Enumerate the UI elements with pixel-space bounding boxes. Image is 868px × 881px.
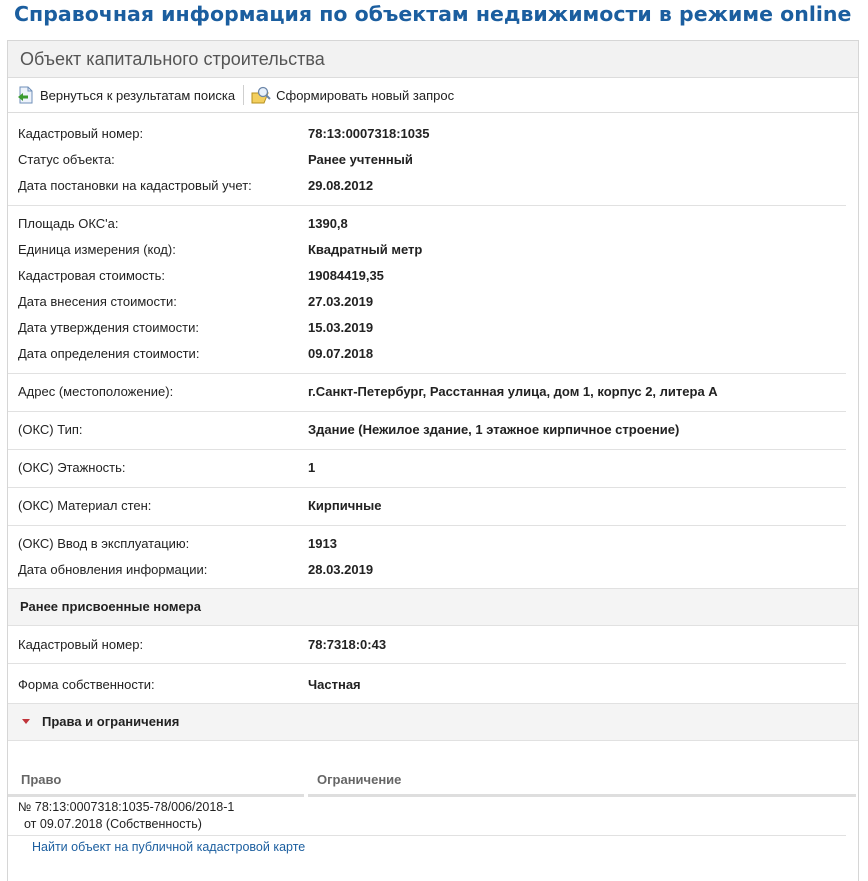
field-value: Ранее учтенный: [308, 152, 413, 167]
divider: [8, 835, 846, 836]
back-to-results-label: Вернуться к результатам поиска: [40, 87, 236, 103]
field-value: 15.03.2019: [308, 320, 374, 335]
ownership-label: Форма собственности:: [18, 677, 155, 692]
field-value: Здание (Нежилое здание, 1 этажное кирпичное строение): [308, 422, 680, 437]
field-label: Дата утверждения стоимости:: [18, 320, 199, 335]
divider: [8, 205, 846, 206]
field-label: Кадастровая стоимость:: [18, 268, 165, 283]
previous-numbers-title: Ранее присвоенные номера: [20, 599, 201, 614]
object-panel: [7, 40, 859, 881]
rights-title: Права и ограничения: [42, 714, 180, 729]
divider: [8, 373, 846, 374]
divider: [8, 487, 846, 488]
divider: [8, 525, 846, 526]
col-restriction-header: Ограничение: [317, 772, 402, 787]
field-label: Единица измерения (код):: [18, 242, 176, 257]
previous-cadastral-label: Кадастровый номер:: [18, 637, 144, 652]
back-document-icon: [16, 85, 36, 105]
col-restriction-underline: [308, 794, 856, 797]
field-value: 28.03.2019: [308, 562, 374, 577]
previous-numbers-section: [8, 588, 858, 626]
field-value: 27.03.2019: [308, 294, 374, 309]
rights-section-toggle[interactable]: [8, 703, 858, 741]
field-label: Дата постановки на кадастровый учет:: [18, 178, 252, 193]
field-label: (ОКС) Материал стен:: [18, 498, 152, 513]
field-label: Дата обновления информации:: [18, 562, 208, 577]
field-value: 1390,8: [308, 216, 348, 231]
field-value: 29.08.2012: [308, 178, 374, 193]
field-value: 19084419,35: [308, 268, 384, 283]
field-label: Площадь ОКС'а:: [18, 216, 119, 231]
field-value: 1913: [308, 536, 337, 551]
previous-cadastral-value: 78:7318:0:43: [308, 637, 387, 652]
new-request-icon: [250, 85, 272, 105]
field-value: г.Санкт-Петербург, Расстанная улица, дом 1, корпус 2, литера А: [308, 384, 718, 399]
toolbar-divider: [243, 85, 244, 105]
divider: [8, 663, 846, 664]
field-label: Дата внесения стоимости:: [18, 294, 177, 309]
back-to-results-button[interactable]: [16, 85, 235, 105]
toolbar: [8, 78, 858, 113]
field-value: Квадратный метр: [308, 242, 423, 257]
public-map-link[interactable]: Найти объект на публичной кадастровой карте: [32, 840, 306, 854]
divider: [8, 449, 846, 450]
field-label: Дата определения стоимости:: [18, 346, 200, 361]
right-entry-date: от 09.07.2018 (Собственность): [24, 817, 202, 831]
field-label: (ОКС) Ввод в эксплуатацию:: [18, 536, 190, 551]
field-value: 78:13:0007318:1035: [308, 126, 430, 141]
field-label: (ОКС) Этажность:: [18, 460, 126, 475]
page-heading: Справочная информация по объектам недвижимости в режиме online: [14, 2, 852, 26]
col-right-header: Право: [21, 772, 62, 787]
field-value: Кирпичные: [308, 498, 382, 513]
new-request-button[interactable]: [250, 85, 454, 105]
field-label: Адрес (местоположение):: [18, 384, 174, 399]
panel-title: Объект капитального строительства: [8, 41, 858, 78]
field-label: (ОКС) Тип:: [18, 422, 83, 437]
field-label: Кадастровый номер:: [18, 126, 144, 141]
caret-down-icon: [21, 718, 31, 726]
new-request-label: Сформировать новый запрос: [276, 87, 455, 103]
ownership-value: Частная: [308, 677, 361, 692]
col-right-underline: [8, 794, 304, 797]
field-label: Статус объекта:: [18, 152, 115, 167]
right-entry-number: № 78:13:0007318:1035-78/006/2018-1: [18, 800, 235, 814]
divider: [8, 411, 846, 412]
field-value: 09.07.2018: [308, 346, 374, 361]
field-value: 1: [308, 460, 316, 475]
